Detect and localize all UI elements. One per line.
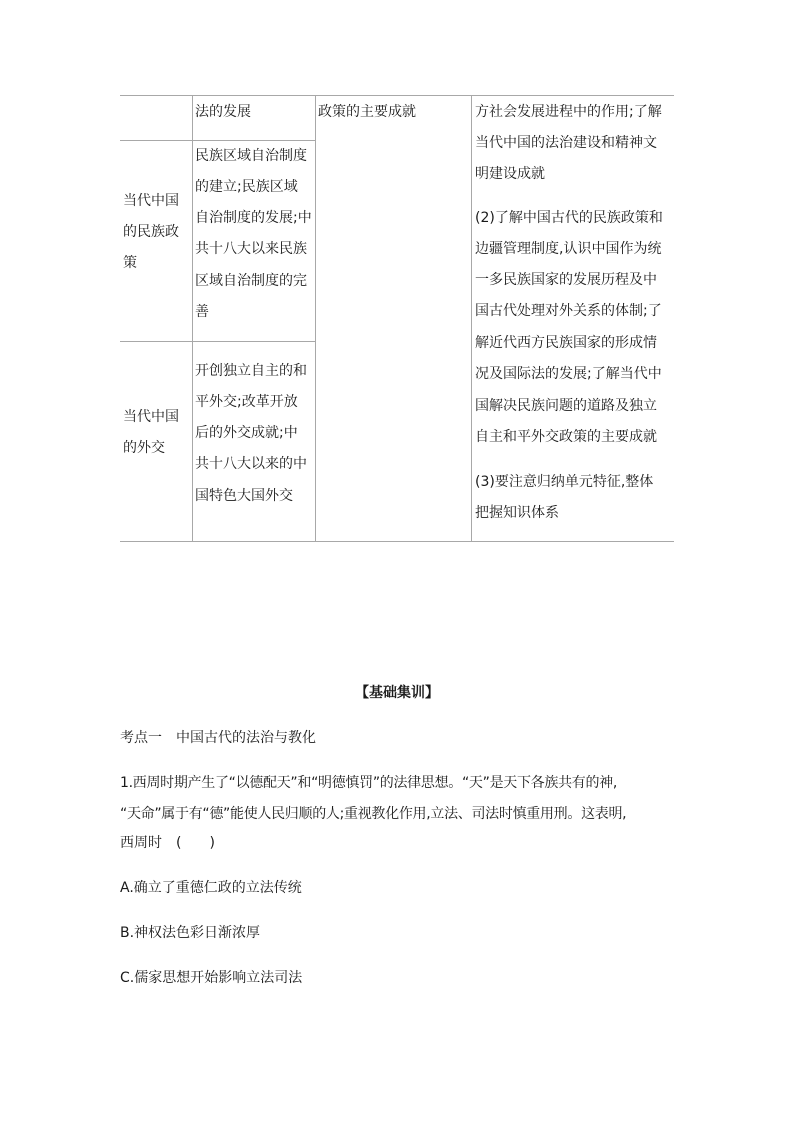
objectives-line: 明建设成就	[475, 166, 545, 182]
objectives-line: 方社会发展进程中的作用;了解	[475, 104, 662, 120]
objectives-line: 国古代处理对外关系的体制;了	[475, 303, 662, 319]
row-divider	[120, 341, 315, 342]
objectives-line: 当代中国的法治建设和精神文	[475, 135, 657, 151]
table-bottom-border	[120, 541, 674, 542]
content-line: 国特色大国外交	[195, 488, 293, 504]
table-cell: 政策的主要成就	[318, 104, 416, 120]
outline-table	[120, 95, 674, 542]
objectives-line: 国解决民族问题的道路及独立	[475, 398, 657, 414]
content-line: 民族区域自治制度	[195, 148, 307, 164]
content-line: 后的外交成就;中	[195, 425, 298, 441]
option-a[interactable]: A.确立了重德仁政的立法传统	[120, 880, 302, 896]
content-line: 自治制度的发展;中	[195, 210, 312, 226]
objectives-line: (3)要注意归纳单元特征,整体	[475, 474, 654, 490]
section-title: 【基础集训】	[355, 685, 439, 701]
question-line: “天命”属于有“德”能使人民归顺的人;重视教化作用,立法、司法时慎重用刑。这表明,	[120, 806, 627, 822]
option-c[interactable]: C.儒家思想开始影响立法司法	[120, 970, 303, 986]
objectives-line: 把握知识体系	[475, 505, 559, 521]
question-line: 西周时 ( )	[120, 835, 215, 851]
row-label-line: 的外交	[123, 440, 165, 456]
content-line: 共十八大以来的中	[195, 456, 307, 472]
row-label-line: 的民族政	[123, 224, 179, 240]
column-divider	[315, 95, 316, 542]
objectives-line: 边疆管理制度,认识中国作为统	[475, 241, 662, 257]
question-line: 1.西周时期产生了“以德配天”和“明德慎罚”的法律思想。“天”是天下各族共有的神,	[120, 775, 618, 791]
objectives-line: (2)了解中国古代的民族政策和	[475, 210, 663, 226]
kaodian-heading: 考点一 中国古代的法治与教化	[120, 730, 316, 746]
option-b[interactable]: B.神权法色彩日渐浓厚	[120, 925, 261, 941]
content-line: 善	[195, 304, 209, 320]
row-label-line: 策	[123, 255, 137, 271]
row-label-line: 当代中国	[123, 193, 179, 209]
column-divider	[471, 95, 472, 542]
objectives-line: 自主和平外交政策的主要成就	[475, 429, 657, 445]
objectives-line: 一多民族国家的发展历程及中	[475, 272, 657, 288]
objectives-line: 况及国际法的发展;了解当代中	[475, 366, 662, 382]
table-cell: 法的发展	[195, 104, 251, 120]
content-line: 共十八大以来民族	[195, 241, 307, 257]
table-top-border	[120, 95, 674, 96]
column-divider	[192, 95, 193, 542]
objectives-line: 解近代西方民族国家的形成情	[475, 335, 657, 351]
content-line: 区域自治制度的完	[195, 273, 307, 289]
content-line: 平外交;改革开放	[195, 394, 298, 410]
content-line: 的建立;民族区域	[195, 179, 298, 195]
content-line: 开创独立自主的和	[195, 363, 307, 379]
row-label-line: 当代中国	[123, 409, 179, 425]
